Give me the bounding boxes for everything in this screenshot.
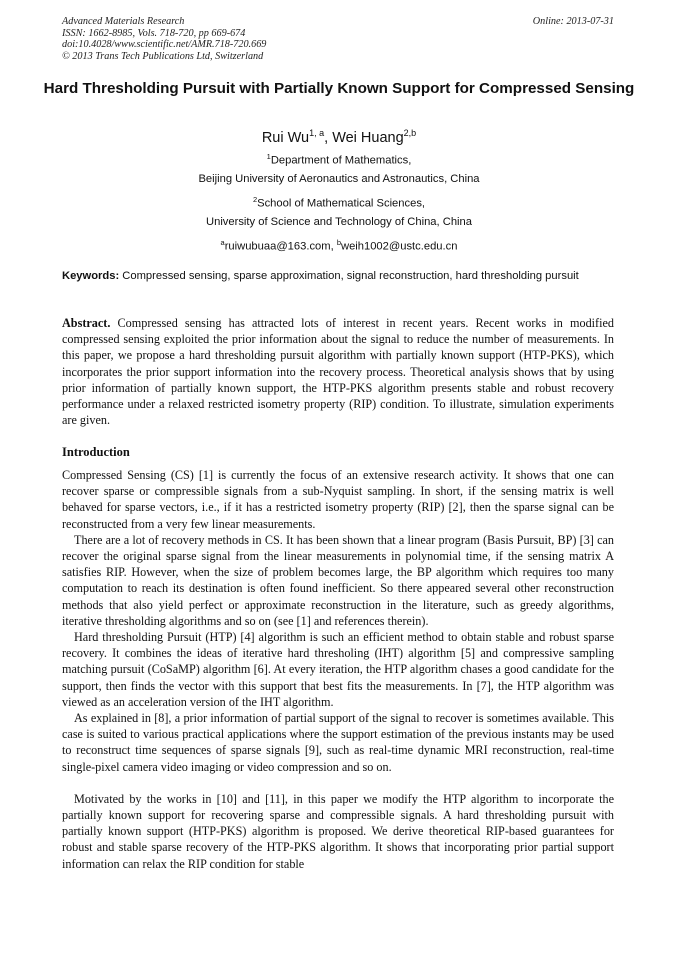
author-affiliation-marker: 1, a [309, 128, 325, 138]
paragraph: As explained in [8], a prior information of partial support of the signal to recover is sometimes available. This case is suited to various practical applications where the support estimation of the previous instants may be used to reconstruct time sequences of sparse signals [9], such as real-time dynamic MRI reconstruction, real-time single-pixel camera video imaging or video compression and so on. [62, 711, 614, 774]
paragraph: There are a lot of recovery methods in CS. It has been shown that a linear program (Basis Pursuit, BP) [3] can recover the original sparse signal from the linear measurements in polynomial time, if the sensing matrix A satisfies RIP. However, when the size of problem becomes large, the BP algorithm which requires too many computation to reach its destination is often found inefficient. So there appeared several other reconstruction methods that also yield perfect or approximate reconstruction in the literature, such as greedy algorithms, iterative thresholding algorithms and so on (see [1] and references therein). [62, 532, 614, 628]
affiliation-text: Department of Mathematics, [270, 154, 412, 167]
abstract-text: Compressed sensing has attracted lots of interest in recent years. Recent works in modified compressed sensing exploited the prior information about the signal to reduce the number of measurements. In this paper, we propose a hard thresholding pursuit algorithm with partially known support (HTP-PKS), which incorporates the prior support information into the recovery process. Theoretical analysis shows that by using prior information of partially known support, the HTP-PKS algorithm presents stable and robust recovery performance under a relaxed restricted isometry property (RIP) condition. To illustrate, simulation experiments are given. [62, 316, 614, 428]
abstract-block [62, 315, 614, 428]
journal-name: Advanced Materials Research [62, 16, 185, 27]
keywords-label: Keywords: [62, 270, 120, 282]
author-line [0, 124, 678, 147]
affiliation-text: School of Mathematical Sciences, [257, 197, 426, 210]
affiliation-2-line-1 [0, 193, 678, 211]
introduction-body [62, 467, 614, 872]
keywords-block [62, 269, 614, 284]
paragraph: Compressed Sensing (CS) [1] is currently the focus of an extensive research activity. It shows that one can recover sparse or compressible signals from a sub-Nyquist sampling. In short, if the sensing matrix is well behaved for sparse vectors, i.e., if it has a restricted isometry property (RIP) [2], then the sparse signal can be reconstructed from a very few linear measurements. [62, 468, 614, 531]
keywords-text: Compressed sensing, sparse approximation, signal reconstruction, hard thresholding pursuit [119, 270, 579, 282]
paper-title: Hard Thresholding Pursuit with Partially Known Support for Compressed Sensing [43, 80, 635, 97]
affiliation-2-line-2: University of Science and Technology of China, China [206, 216, 472, 228]
abstract-label: Abstract. [62, 316, 111, 330]
affiliation-marker: 1 [266, 152, 271, 161]
affiliation-marker: 2 [252, 195, 258, 204]
journal-header [62, 16, 614, 62]
affiliation-1-line-1 [0, 150, 678, 168]
email-address: ruiwubuaa@163.com, [224, 240, 337, 253]
paragraph: Hard thresholding Pursuit (HTP) [4] algorithm is such an efficient method to obtain stable and robust sparse recovery. It combines the ideas of iterative hard thresholing (IHT) algorithm [5] and compressive sampling matching pursuit (CoSaMP) algorithm [6]. At every iteration, the HTP algorithm chases a good candidate for the support, then finds the vector with this support that best fits the measurements. In [7], the HTP algorithm was viewed as an acceleration version of the IHT algorithm. [62, 630, 614, 709]
section-heading: Introduction [62, 445, 130, 459]
author-name: Wei Huang [332, 129, 404, 146]
email-marker: b [336, 238, 341, 247]
copyright-line: © 2013 Trans Tech Publications Ltd, Switzerland [62, 50, 264, 62]
paragraph: Motivated by the works in [10] and [11], in this paper we modify the HTP algorithm to incorporate the partially known support for recovering sparse and compressible signals. A hard thresholding pursuit with partially known support (HTP-PKS) algorithm is proposed. We derive theoretical RIP-based guarantees for robust and stable sparse recovery of the HTP-PKS algorithm. It shows that incorporating prior partial support information can relax the RIP condition for stable [62, 791, 614, 871]
issn-line: ISSN: 1662-8985, Vols. 718-720, pp 669-674 [62, 27, 246, 39]
author-affiliation-marker: 2,b [403, 128, 417, 138]
author-name: Rui Wu [261, 129, 310, 146]
author-separator: , [324, 129, 333, 146]
online-date: Online: 2013-07-31 [532, 16, 614, 27]
email-marker: a [220, 238, 225, 247]
doi-line: doi:10.4028/www.scientific.net/AMR.718-720.669 [62, 39, 267, 50]
email-line [0, 236, 678, 254]
email-address: weih1002@ustc.edu.cn [340, 240, 458, 253]
affiliation-1-line-2: Beijing University of Aeronautics and Astronautics, China [198, 173, 480, 185]
